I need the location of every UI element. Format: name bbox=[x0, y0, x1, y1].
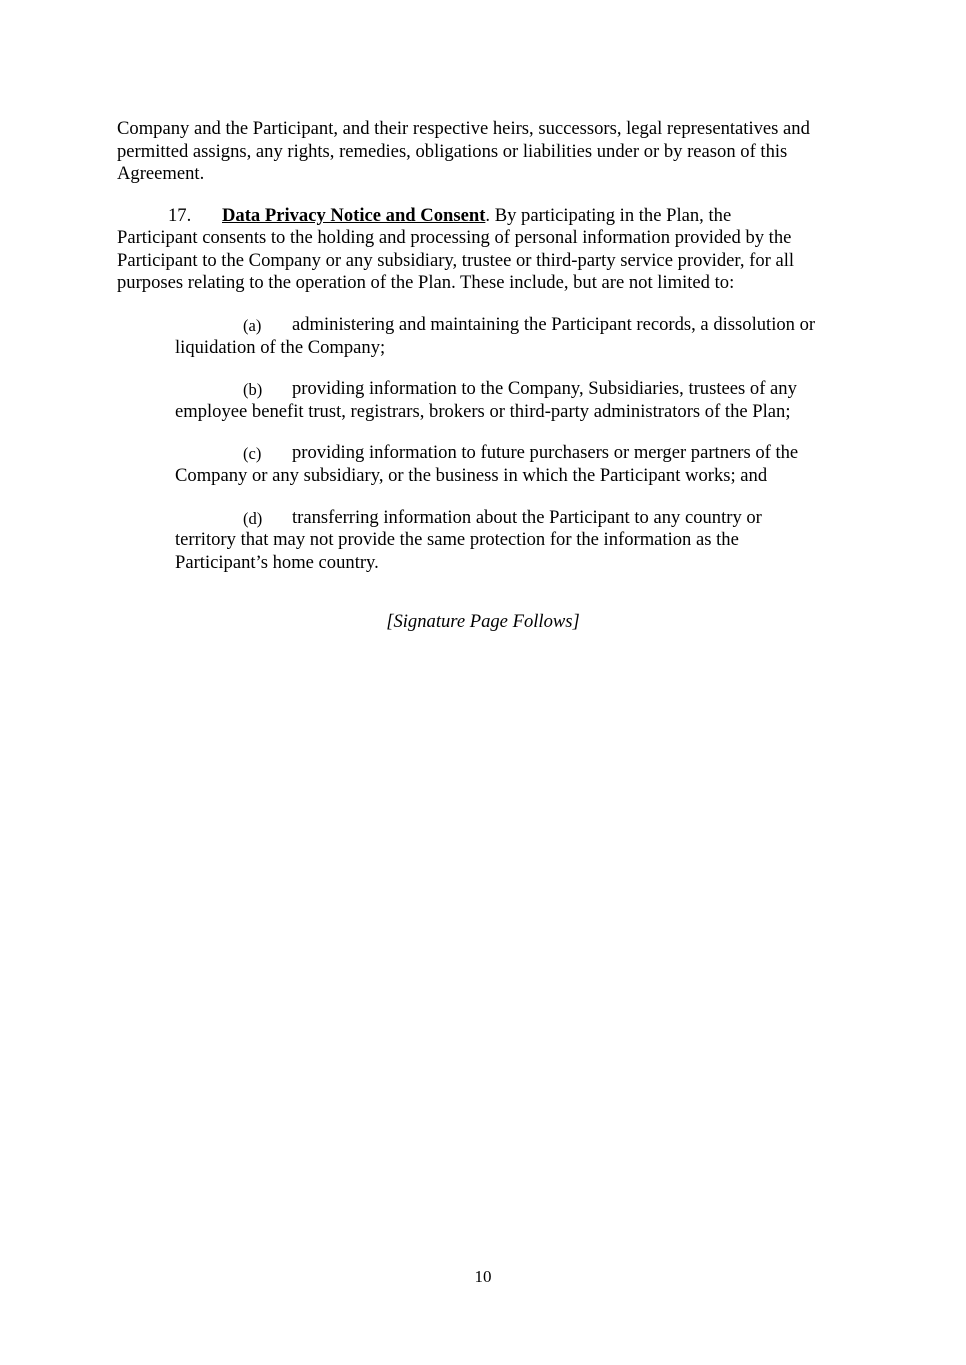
subitem-c-label: (c) bbox=[243, 444, 262, 463]
subitem-a-line-2: liquidation of the Company; bbox=[175, 337, 386, 358]
continuation-line-1: Company and the Participant, and their respective heirs, successors, legal representatives and bbox=[117, 118, 810, 139]
subitem-b-line-2: employee benefit trust, registrars, brokers or third-party administrators of the Plan; bbox=[175, 401, 791, 422]
continuation-line-2: permitted assigns, any rights, remedies, obligations or liabilities under or by reason of this bbox=[117, 141, 788, 162]
subitem-d-first-line: transferring information about the Participant to any country or bbox=[292, 507, 762, 528]
section-17-line-4: purposes relating to the operation of the Plan. These include, but are not limited to: bbox=[117, 272, 735, 293]
subitem-d-label: (d) bbox=[243, 509, 263, 528]
subitem-a-first-line: administering and maintaining the Participant records, a dissolution or bbox=[292, 314, 816, 335]
section-17-heading-after: . By participating in the Plan, the bbox=[485, 205, 732, 226]
continuation-line-3: Agreement. bbox=[117, 163, 205, 184]
subitem-a-label: (a) bbox=[243, 316, 262, 335]
section-17-line-2: Participant consents to the holding and processing of personal information provided by the bbox=[117, 227, 792, 248]
section-17-line-3: Participant to the Company or any subsidiary, trustee or third-party service provider, for all bbox=[117, 250, 795, 271]
section-17-heading: Data Privacy Notice and Consent bbox=[222, 205, 486, 226]
subitem-c-line-2: Company or any subsidiary, or the business in which the Participant works; and bbox=[175, 465, 768, 486]
section-17-heading-line bbox=[222, 205, 731, 227]
signature-page-note: [Signature Page Follows] bbox=[386, 611, 580, 632]
subitem-c-first-line: providing information to future purchasers or merger partners of the bbox=[292, 442, 799, 463]
subitem-d-line-2: territory that may not provide the same protection for the information as the bbox=[175, 529, 739, 550]
page-number: 10 bbox=[474, 1267, 492, 1286]
section-17-number: 17. bbox=[168, 205, 192, 226]
subitem-b-first-line: providing information to the Company, Subsidiaries, trustees of any bbox=[292, 378, 797, 399]
subitem-b-label: (b) bbox=[243, 380, 263, 399]
subitem-d-line-3: Participant’s home country. bbox=[175, 552, 379, 573]
